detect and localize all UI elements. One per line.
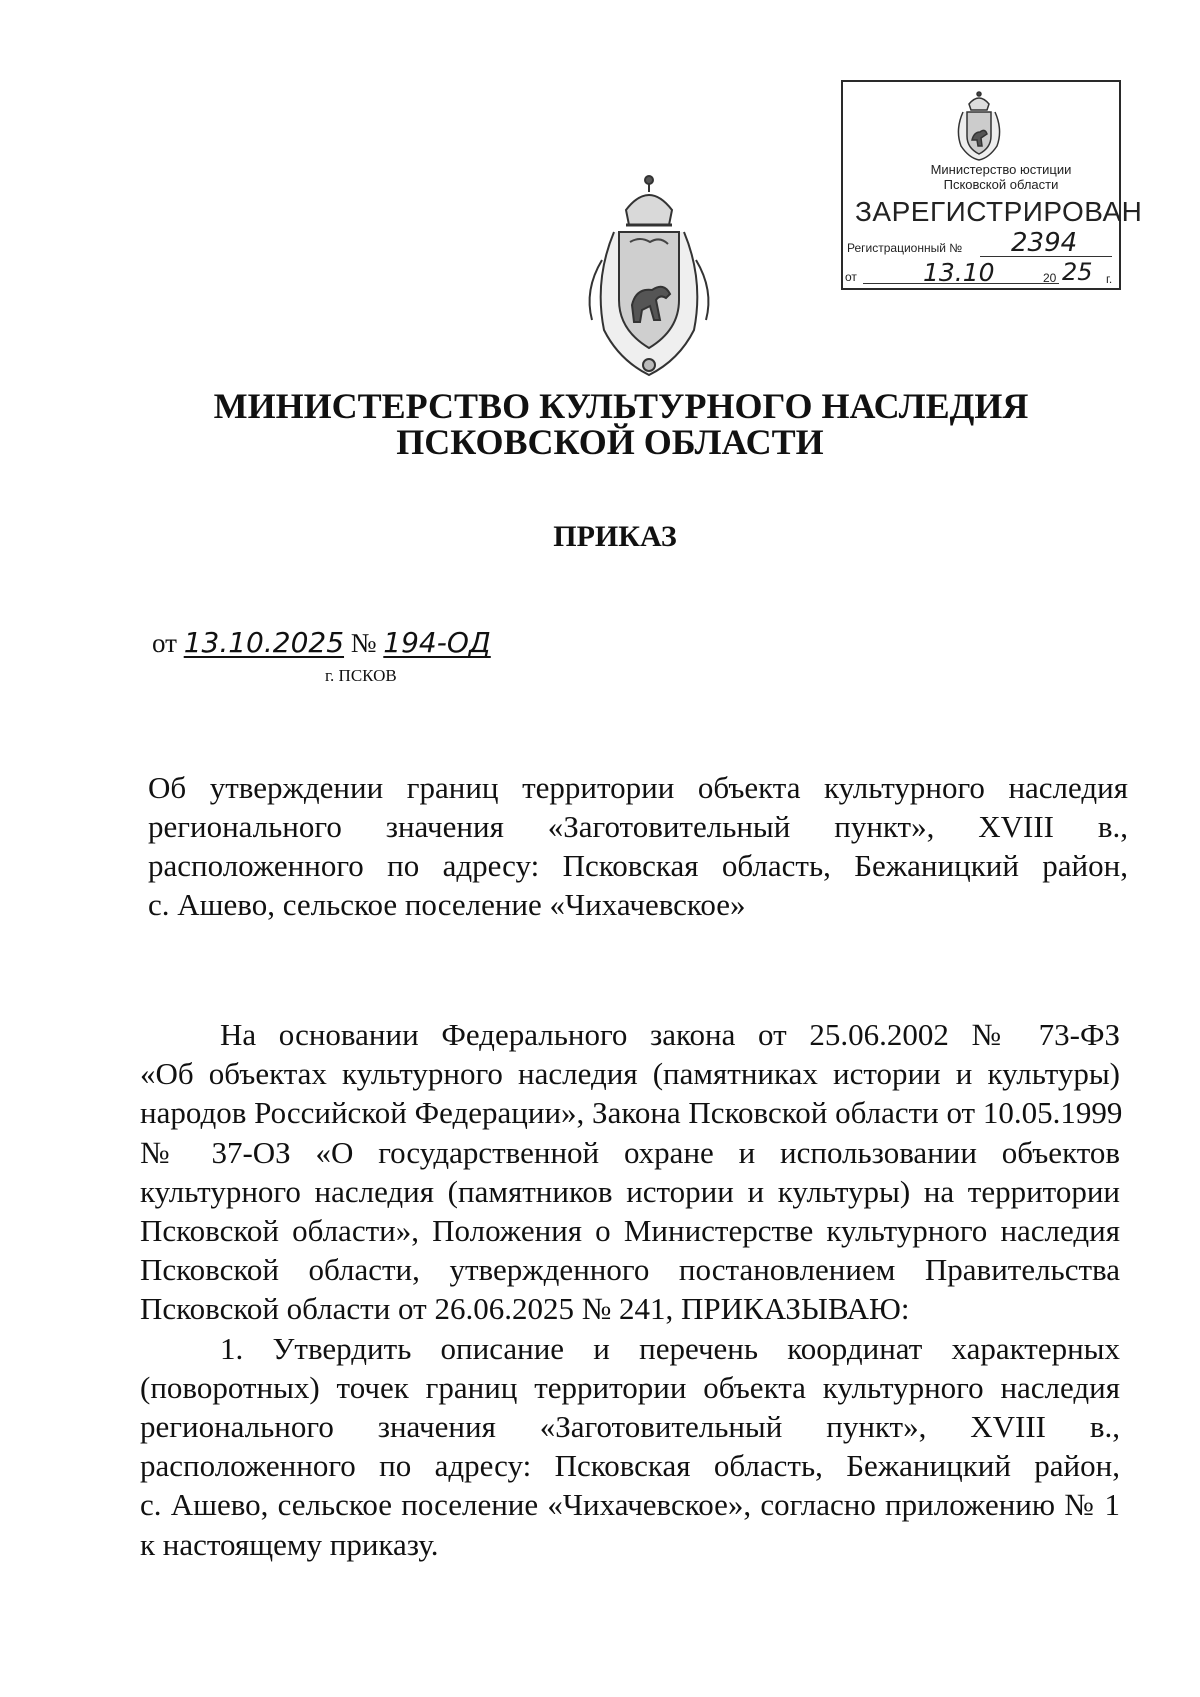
body-line: (поворотных) точек границ территории объекта культурного наследия: [140, 1369, 1120, 1405]
document-type: ПРИКАЗ: [553, 520, 677, 553]
stamp-org-line2: Псковской области: [943, 177, 1059, 192]
order-number: 194-ОД: [383, 626, 491, 659]
stamp-reg-label: Регистрационный №: [847, 241, 963, 255]
body-line: «Об объектах культурного наследия (памятниках истории и культуры): [140, 1056, 1120, 1092]
order-body: [140, 1015, 1123, 1564]
stamp-reg-number: 2394: [1011, 228, 1078, 258]
body-line: 1. Утвердить описание и перечень координат характерных: [220, 1330, 1120, 1366]
body-line: Псковской области, утвержденного постановлением Правительства: [140, 1252, 1120, 1288]
stamp-from-label: от: [845, 270, 857, 284]
body-line: регионального значения «Заготовительный пункт», XVIII в.,: [140, 1409, 1120, 1445]
order-from-label: от: [152, 628, 177, 658]
body-line: с. Ашево, сельское поселение «Чихачевское», согласно приложению № 1: [140, 1487, 1120, 1523]
stamp-year-suffix: г.: [1106, 272, 1113, 286]
subject-line: Об утверждении границ территории объекта культурного наследия: [148, 770, 1128, 805]
order-date: 13.10.2025: [183, 626, 345, 659]
order-number-label: №: [350, 628, 377, 658]
body-line: культурного наследия (памятников истории и культуры) на территории: [140, 1173, 1120, 1209]
body-line: расположенного по адресу: Псковская область, Бежаницкий район,: [140, 1448, 1120, 1484]
body-line: № 37-ОЗ «О государственной охране и использовании объектов: [140, 1134, 1120, 1170]
subject-line: расположенного по адресу: Псковская область, Бежаницкий район,: [148, 848, 1128, 883]
stamp-title: ЗАРЕГИСТРИРОВАН: [855, 196, 1143, 227]
order-subject: [148, 768, 1128, 924]
coat-of-arms-icon: [574, 170, 724, 382]
stamp-org-line1: Министерство юстиции: [930, 162, 1072, 177]
order-date-number: [152, 626, 491, 659]
body-line: На основании Федерального закона от 25.06.2002 № 73-ФЗ: [220, 1017, 1120, 1052]
ministry-name-line1: МИНИСТЕРСТВО КУЛЬТУРНОГО НАСЛЕДИЯ: [213, 386, 1029, 426]
stamp-year-prefix: 20: [1043, 271, 1057, 285]
order-city: г. ПСКОВ: [325, 666, 397, 685]
body-line: народов Российской Федерации», Закона Псковской области от 10.05.1999: [140, 1095, 1123, 1131]
stamp-year-value: 25: [1062, 258, 1093, 286]
stamp-from-date: 13.10: [923, 258, 995, 287]
ministry-name-line2: ПСКОВСКОЙ ОБЛАСТИ: [396, 422, 824, 462]
registration-stamp: [841, 80, 1143, 290]
subject-line: с. Ашево, сельское поселение «Чихачевское»: [148, 887, 746, 922]
subject-line: регионального значения «Заготовительный пункт», XVIII в.,: [148, 809, 1128, 844]
body-line: к настоящему приказу.: [140, 1526, 439, 1562]
stamp-emblem-icon: [951, 90, 1007, 162]
body-line: Псковской области», Положения о Министерстве культурного наследия: [140, 1213, 1120, 1249]
body-line: Псковской области от 26.06.2025 № 241, ПРИКАЗЫВАЮ:: [140, 1291, 910, 1327]
